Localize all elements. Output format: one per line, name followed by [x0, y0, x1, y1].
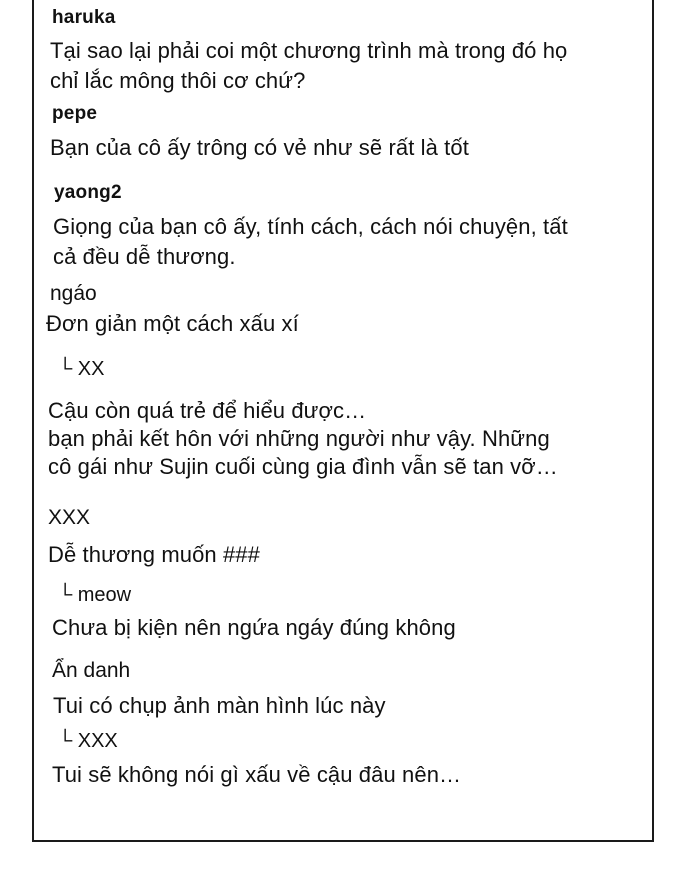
comment-username: Ẩn danh	[52, 659, 131, 682]
comment-text-line: Dễ thương muốn ###	[48, 542, 260, 567]
comment-text-line: chỉ lắc mông thôi cơ chứ?	[50, 68, 306, 93]
comment-text-line: Giọng của bạn cô ấy, tính cách, cách nói chuyện, tất	[53, 214, 568, 239]
comment-text-line: Tui có chụp ảnh màn hình lúc này	[53, 693, 386, 718]
reply-username: └ XXX	[58, 730, 118, 752]
comment-text-line: cô gái như Sujin cuối cùng gia đình vẫn sẽ tan vỡ…	[48, 454, 558, 479]
comment-username: yaong2	[54, 182, 122, 203]
comment-text-line: Đơn giản một cách xấu xí	[46, 311, 299, 336]
comment-text-line: Bạn của cô ấy trông có vẻ như sẽ rất là tốt	[50, 135, 469, 160]
comment-username: haruka	[52, 7, 116, 28]
comment-text-line: Chưa bị kiện nên ngứa ngáy đúng không	[52, 615, 456, 640]
comment-username: ngáo	[50, 282, 97, 305]
reply-username: └ XX	[58, 358, 105, 380]
comment-text-line: cả đều dễ thương.	[53, 244, 236, 269]
comment-username: XXX	[48, 506, 91, 529]
comment-text-line: Tại sao lại phải coi một chương trình mà trong đó họ	[50, 38, 568, 63]
reply-username: └ meow	[58, 584, 132, 606]
comment-text-line: Tui sẽ không nói gì xấu về cậu đâu nên…	[52, 762, 462, 787]
comment-username: pepe	[52, 103, 98, 124]
comment-text-line: Cậu còn quá trẻ để hiểu được…	[48, 398, 367, 423]
comment-text-line: bạn phải kết hôn với những người như vậy. Những	[48, 426, 550, 451]
